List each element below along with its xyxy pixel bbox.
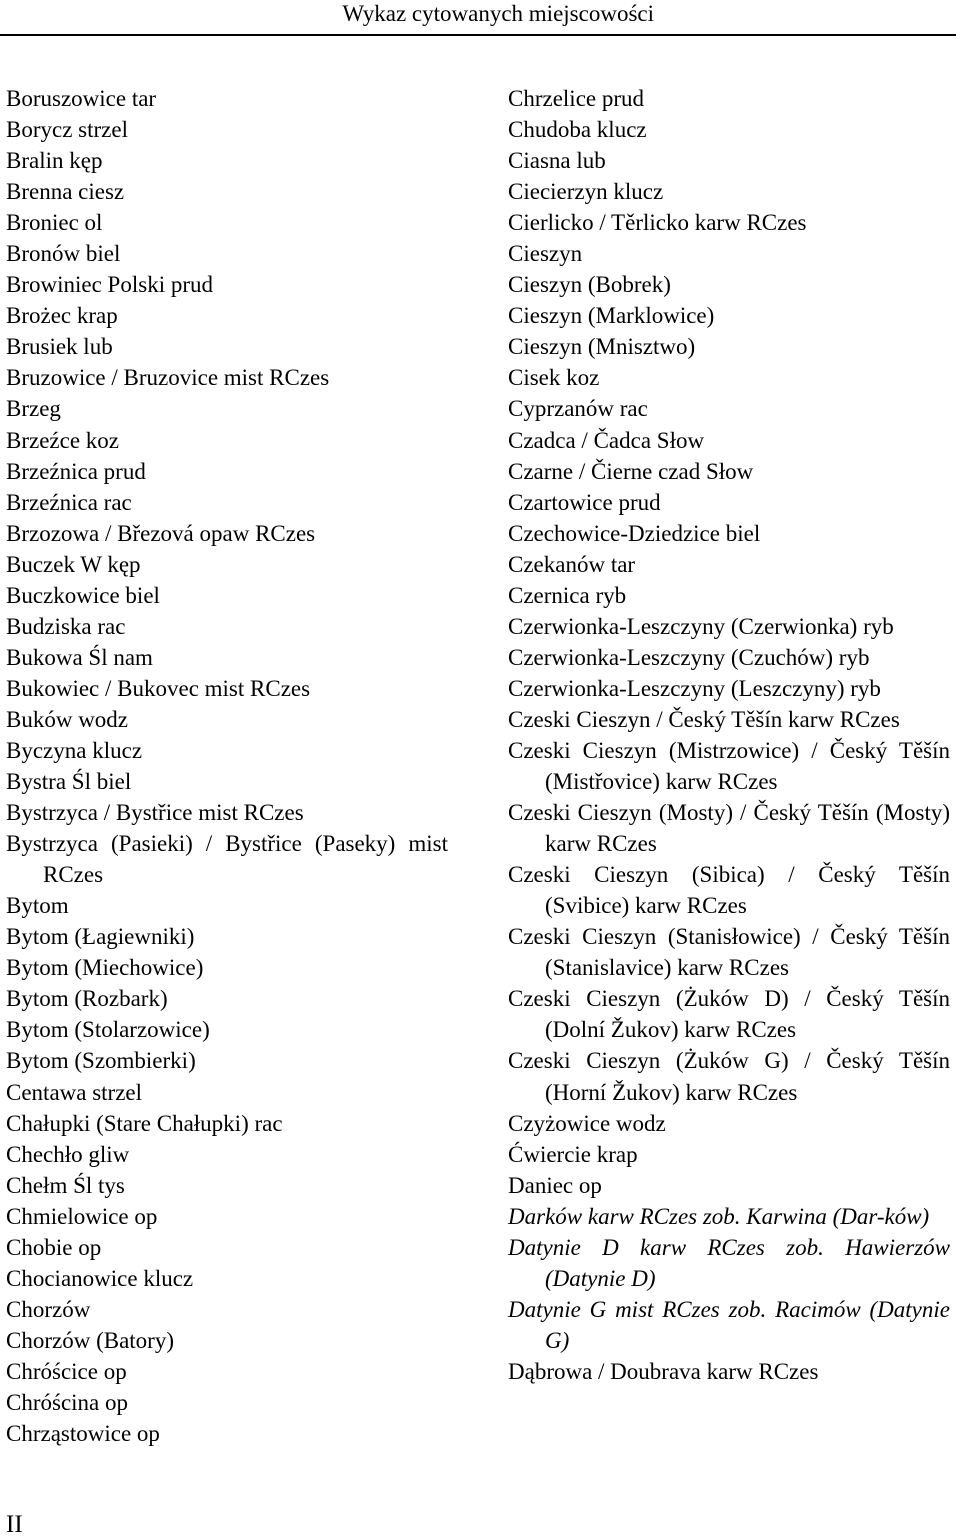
place-entry: Chrzelice prud [508,86,645,111]
place-entry: Czekanów tar [508,551,636,577]
place-entry: Darków karw RCzes zob. Karwina (Dar-ków) [508,1203,930,1229]
place-entry: Bystrzyca / Bystřice mist RCzes [6,800,304,826]
place-entry: Daniec op [508,1172,602,1198]
place-entry: Bytom (Stolarzowice) [6,1017,210,1043]
place-entry: Czarne / Čierne czad Słow [508,458,754,484]
place-entry: Czernica ryb [508,582,627,608]
place-entry: Brzozowa / Březová opaw RCzes [6,520,316,546]
place-entry: Brzeźnica rac [6,489,132,515]
place-entry: Bystrzyca (Pasieki) / Bystřice (Paseky) mist RCzes [6,831,448,888]
place-entry: Dąbrowa / Doubrava karw RCzes [508,1358,819,1384]
place-entry: Czadca / Čadca Słow [508,427,705,453]
place-entry: Czeski Cieszyn (Sibica) / Český Těšín (Svibice) karw RCzes [508,862,950,919]
place-entry: Bystra Śl biel [6,769,132,795]
place-entry: Chorzów (Batory) [6,1327,174,1353]
place-entry: Bytom [6,893,69,919]
place-entry: Czerwionka-Leszczyny (Czuchów) ryb [508,644,870,670]
place-entry: Buczkowice biel [6,582,160,608]
place-entry: Chechło gliw [6,1141,130,1167]
place-entry: Brzeźce koz [6,427,120,453]
place-entry: Datynie G mist RCzes zob. Racimów (Datynie G) [508,1296,950,1353]
page-title: Wykaz cytowanych miejscowości [342,1,654,26]
place-entry: Buków wodz [6,706,129,732]
place-entry: Chocianowice klucz [6,1265,194,1291]
place-entry: Datynie D karw RCzes zob. Hawierzów (Datynie D) [508,1234,950,1291]
right-column [508,83,950,1387]
place-entry: Czeski Cieszyn / Český Těšín karw RCzes [508,706,900,732]
place-entry: Boruszowice tar [6,86,157,111]
place-entry: Czechowice-Dziedzice biel [508,520,761,546]
place-entry: Chmielowice op [6,1203,158,1229]
place-entry: Ćwiercie krap [508,1141,638,1167]
running-header [0,0,956,36]
place-entry: Cieszyn (Marklowice) [508,303,715,329]
place-entry: Czeski Cieszyn (Mistrzowice) / Český Těšín (Mistřovice) karw RCzes [508,737,950,795]
place-entry: Czeski Cieszyn (Stanisłowice) / Český Těšín (Stanislavice) karw RCzes [508,924,950,981]
place-entry: Ciasna lub [508,148,606,174]
page-number: II [6,1511,23,1538]
place-entry: Budziska rac [6,613,126,639]
place-entry: Cisek koz [508,365,600,391]
place-entry: Broniec ol [6,210,103,236]
place-entry: Brzeźnica prud [6,458,146,484]
place-entry: Ciecierzyn klucz [508,179,664,205]
place-entry: Bruzowice / Bruzovice mist RCzes [6,365,330,391]
place-entry: Czerwionka-Leszczyny (Leszczyny) ryb [508,675,881,701]
place-entry: Bukowa Śl nam [6,644,153,670]
place-entry: Chróścice op [6,1358,127,1384]
place-entry: Chróścina op [6,1389,129,1415]
place-entry: Bronów biel [6,241,121,267]
place-entry: Czartowice prud [508,489,661,515]
place-entry: Chałupki (Stare Chałupki) rac [6,1110,283,1136]
place-entry: Buczek W kęp [6,551,141,577]
place-entry: Brenna ciesz [6,179,125,205]
place-entry: Cyprzanów rac [508,396,648,422]
place-entry: Borycz strzel [6,117,128,143]
place-entry: Czeski Cieszyn (Mosty) / Český Těšín (Mosty) karw RCzes [508,800,950,857]
place-entry: Chorzów [6,1296,91,1322]
place-entry: Cieszyn (Mnisztwo) [508,334,696,360]
place-entry: Cieszyn [508,241,583,267]
place-entry: Bytom (Rozbark) [6,986,168,1012]
place-entry: Cieszyn (Bobrek) [508,272,671,298]
place-entry: Centawa strzel [6,1079,143,1105]
place-entry: Browiniec Polski prud [6,272,213,298]
place-entry: Bukowiec / Bukovec mist RCzes [6,675,311,701]
place-entry: Bytom (Łagiewniki) [6,924,195,950]
place-entry: Chełm Śl tys [6,1172,125,1198]
place-entry: Czeski Cieszyn (Żuków G) / Český Těšín (Horní Žukov) karw RCzes [508,1048,950,1105]
place-entry: Chobie op [6,1234,102,1260]
place-entry: Brzeg [6,396,61,422]
place-entry: Bralin kęp [6,148,103,174]
place-entry: Czyżowice wodz [508,1110,666,1136]
place-entry: Bytom (Szombierki) [6,1048,196,1074]
place-entry: Bytom (Miechowice) [6,955,204,981]
place-entry: Chudoba klucz [508,117,647,143]
left-column [6,83,448,1449]
place-entry: Brożec krap [6,303,118,329]
place-entry: Chrząstowice op [6,1421,160,1447]
place-entry: Brusiek lub [6,334,113,360]
place-entry: Czeski Cieszyn (Żuków D) / Český Těšín (Dolní Žukov) karw RCzes [508,986,950,1043]
place-entry: Cierlicko / Těrlicko karw RCzes [508,210,807,236]
place-entry: Czerwionka-Leszczyny (Czerwionka) ryb [508,613,894,639]
place-entry: Byczyna klucz [6,737,143,763]
